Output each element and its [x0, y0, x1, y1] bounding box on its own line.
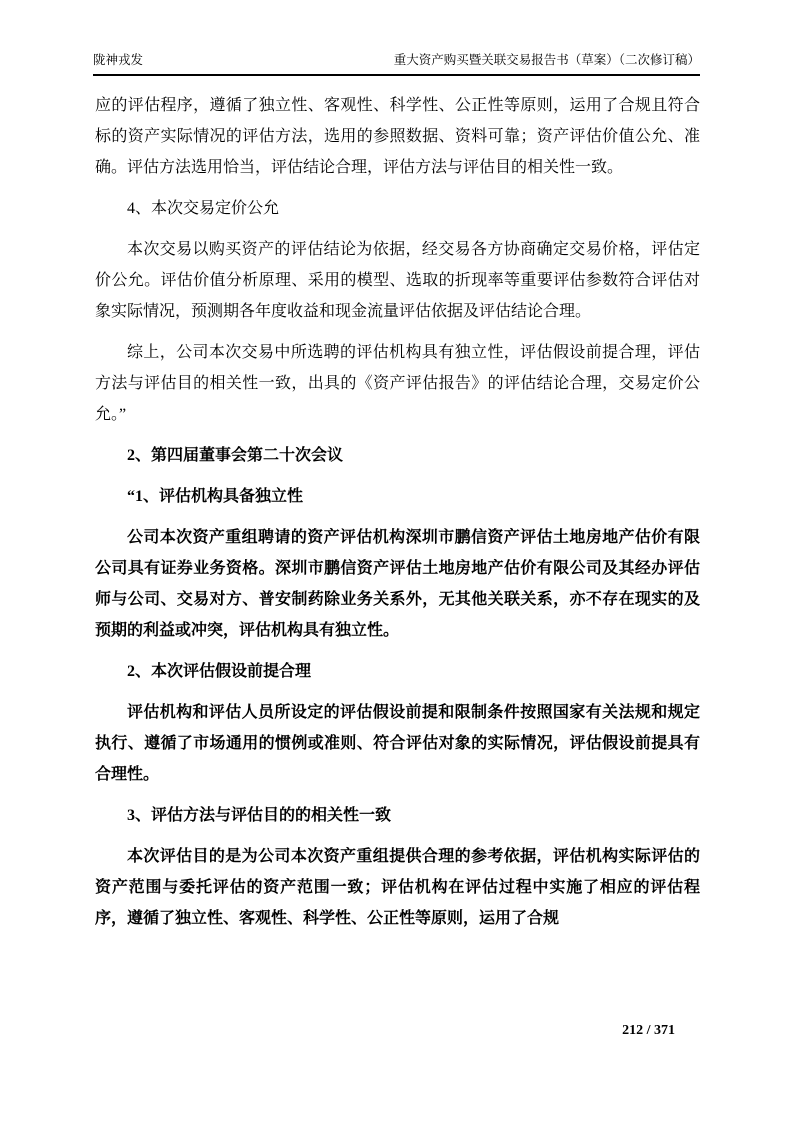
paragraph-transaction-pricing-basis: 本次交易以购买资产的评估结论为依据，经交易各方协商确定交易价格，评估定价公允。评估价值分析原理、采用的模型、选取的折现率等重要评估参数符合评估对象实际情况，预测期各年度收益和现金流量评估依据及评估结论合理。: [95, 241, 700, 320]
paragraph-appraisal-assumptions: 评估机构和评估人员所设定的评估假设前提和限制条件按照国家有关法规和规定执行、遵循了市场通用的惯例或准则、符合评估对象的实际情况，评估假设前提具有合理性。: [95, 704, 700, 783]
page-number: 212 / 371: [622, 1023, 675, 1038]
paragraph-appraisal-procedure-continued: 应的评估程序，遵循了独立性、客观性、科学性、公正性等原则，运用了合规且符合标的资产实际情况的评估方法，选用的参照数据、资料可靠；资产评估价值公允、准确。评估方法选用恰当，评估结论合理，评估方法与评估目的相关性一致。: [95, 97, 700, 176]
heading-appraisal-assumptions-reasonable: 2、本次评估假设前提合理: [127, 663, 312, 680]
document-body: [95, 90, 700, 944]
heading-appraiser-independence: “1、评估机构具备独立性: [127, 488, 304, 505]
header-report-title: 重大资产购买暨关联交易报告书（草案）（二次修订稿）: [393, 53, 700, 67]
heading-method-purpose-consistency: 3、评估方法与评估目的的相关性一致: [127, 807, 392, 824]
heading-transaction-pricing-fair: 4、本次交易定价公允: [127, 200, 280, 217]
heading-fourth-board-twentieth-meeting: 2、第四届董事会第二十次会议: [127, 447, 344, 464]
paragraph-summary-conclusion: 综上，公司本次交易中所选聘的评估机构具有独立性，评估假设前提合理，评估方法与评估目的相关性一致，出具的《资产评估报告》的评估结论合理，交易定价公允。”: [95, 344, 700, 423]
page-footer: [622, 1022, 675, 1040]
paragraph-appraiser-independence: 公司本次资产重组聘请的资产评估机构深圳市鹏信资产评估土地房地产估价有限公司具有证券业务资格。深圳市鹏信资产评估土地房地产估价有限公司及其经办评估师与公司、交易对方、普安制药除业务关系外，无其他关联关系，亦不存在现实的及预期的利益或冲突，评估机构具有独立性。: [95, 529, 700, 639]
paragraph-appraisal-purpose: 本次评估目的是为公司本次资产重组提供合理的参考依据，评估机构实际评估的资产范围与委托评估的资产范围一致；评估机构在评估过程中实施了相应的评估程序，遵循了独立性、客观性、科学性、公正性等原则，运用了合规: [95, 848, 700, 927]
page-header: [93, 52, 700, 76]
header-company-name: 陇神戎发: [93, 53, 144, 67]
